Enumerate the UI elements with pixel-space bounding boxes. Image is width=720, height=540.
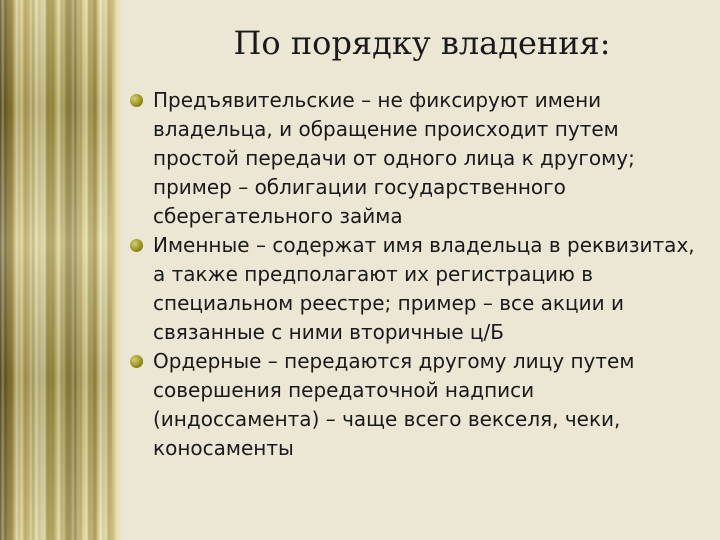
olive-dot-icon <box>130 94 143 107</box>
gold-strip-sheen <box>0 0 112 540</box>
bullet-item-registered <box>130 231 705 347</box>
bullet-list <box>130 86 705 463</box>
olive-dot-icon <box>130 239 143 252</box>
bullet-text: Предъявительские – не фиксируют имени владельца, и обращение происходит путем простой передачи от одного лица к другому; пример – облигации государственного сберегательного займа <box>153 88 635 228</box>
slide-title: По порядку владения: <box>233 24 611 62</box>
bullet-item-order <box>130 347 705 463</box>
bullet-text: Именные – содержат имя владельца в реквизитах, а также предполагают их регистрацию в специальном реестре; пример – все акции и связанные с ними вторичные ц/Б <box>153 233 695 344</box>
bullet-text: Ордерные – передаются другому лицу путем совершения передаточной надписи (индоссамента) – чаще всего векселя, чеки, коносаменты <box>153 349 635 460</box>
olive-dot-icon <box>130 355 143 368</box>
gold-strip-edge <box>112 0 124 540</box>
bullet-item-bearer <box>130 86 705 231</box>
